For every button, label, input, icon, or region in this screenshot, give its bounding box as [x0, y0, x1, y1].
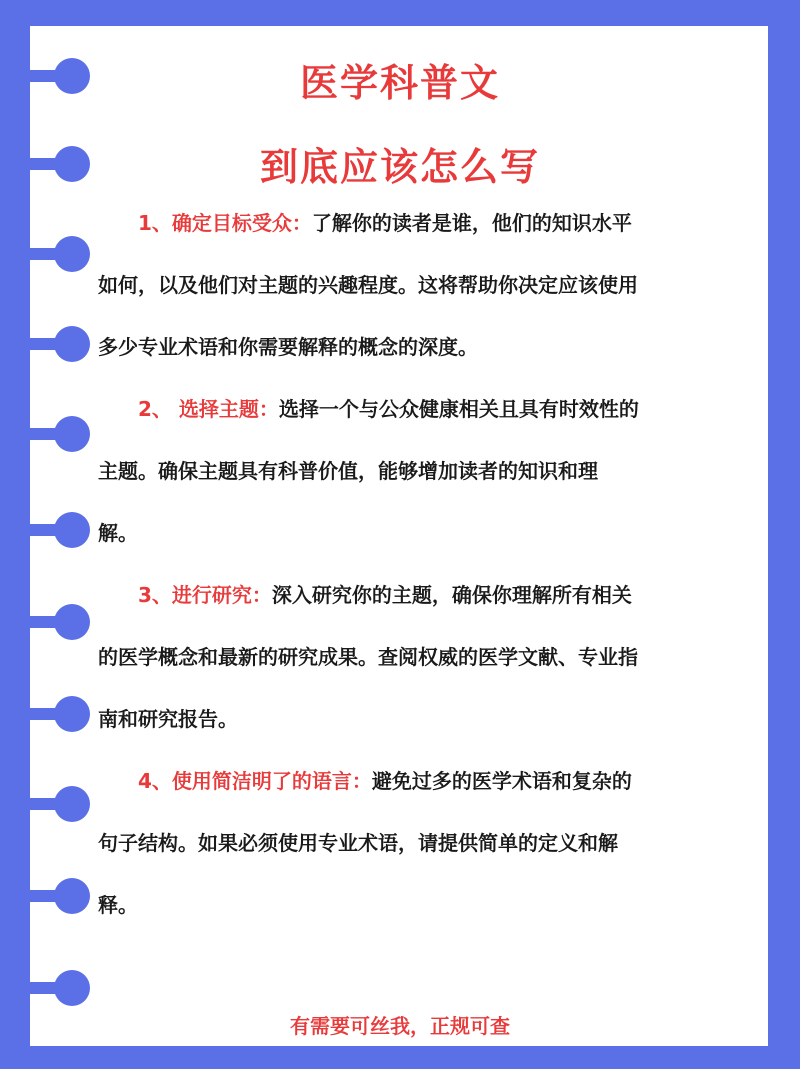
- tip-text: 选择一个与公众健康相关且具有时效性的: [278, 397, 639, 421]
- tip-heading: 1、确定目标受众：: [138, 211, 312, 235]
- binder-ring: [0, 616, 74, 628]
- tip-text: 多少专业术语和你需要解释的概念的深度。: [98, 335, 478, 359]
- tip-line: [98, 750, 748, 812]
- tip-text: 解。: [98, 521, 138, 545]
- tip-section: [98, 564, 748, 750]
- tip-line: [98, 564, 748, 626]
- tip-heading: 2、 选择主题：: [138, 397, 279, 421]
- page-subtitle: 到底应该怎么写: [259, 145, 540, 189]
- page-title: 医学科普文: [299, 61, 500, 105]
- tip-heading: 3、进行研究：: [138, 583, 272, 607]
- tip-heading: 4、使用简洁明了的语言：: [138, 769, 372, 793]
- tip-text: 如何，以及他们对主题的兴趣程度。这将帮助你决定应该使用: [98, 273, 638, 297]
- tip-line: [98, 378, 748, 440]
- binder-ring: [0, 982, 74, 994]
- tip-text: 的医学概念和最新的研究成果。查阅权威的医学文献、专业指: [98, 645, 638, 669]
- tip-line: [98, 192, 748, 254]
- binder-ring: [0, 890, 74, 902]
- binder-ring: [0, 524, 74, 536]
- binder-ring: [0, 248, 74, 260]
- binder-ring: [0, 428, 74, 440]
- tip-section: [98, 750, 748, 936]
- tip-text: 句子结构。如果必须使用专业术语，请提供简单的定义和解: [98, 831, 618, 855]
- footer-note: 有需要可丝我，正规可查: [290, 1014, 510, 1038]
- binder-ring: [0, 708, 74, 720]
- tip-section: [98, 378, 748, 564]
- tip-text: 释。: [98, 893, 138, 917]
- tip-section: [98, 192, 748, 378]
- binder-ring: [0, 798, 74, 810]
- tip-text: 南和研究报告。: [98, 707, 238, 731]
- tip-text: 深入研究你的主题，确保你理解所有相关: [271, 583, 632, 607]
- binder-ring: [0, 338, 74, 350]
- tip-text: 主题。确保主题具有科普价值，能够增加读者的知识和理: [98, 459, 598, 483]
- tip-text: 避免过多的医学术语和复杂的: [371, 769, 632, 793]
- tip-text: 了解你的读者是谁，他们的知识水平: [311, 211, 632, 235]
